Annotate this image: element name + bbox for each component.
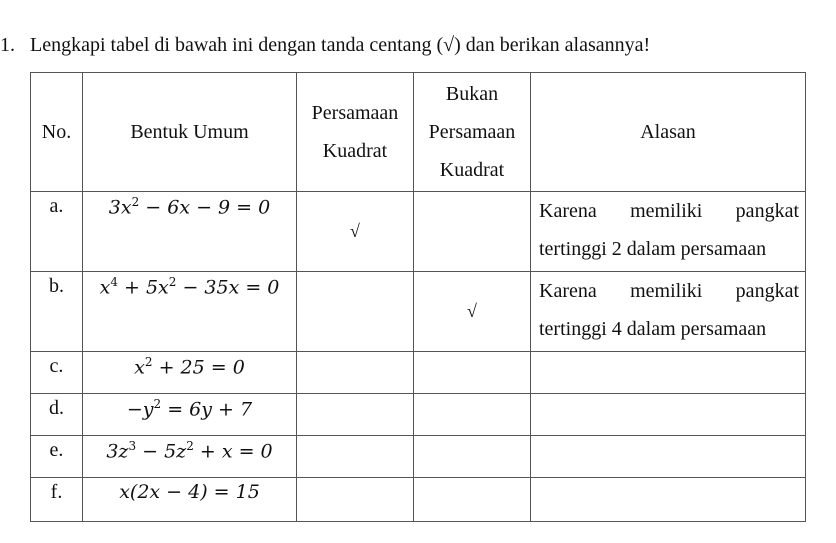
reason-cell: Karena memiliki pangkat tertinggi 2 dalam persamaan [531, 192, 806, 272]
equation-cell [83, 192, 297, 272]
row-number: d. [31, 394, 83, 436]
equation-exponent: 4 [110, 275, 118, 289]
checkmark-bukan-persamaan-kuadrat: √ [414, 272, 531, 352]
row-number: f. [31, 478, 83, 522]
instruction-number: 1. [0, 34, 15, 56]
answer-table [30, 72, 806, 522]
equation-term: x(2x − 4) = 15 [119, 481, 260, 503]
checkmark-persamaan-kuadrat [297, 352, 414, 394]
checkmark-persamaan-kuadrat [297, 436, 414, 478]
table-row [31, 352, 806, 394]
header-bpk-line: Bukan [445, 83, 499, 105]
equation-cell [83, 436, 297, 478]
header-bpk-line: Kuadrat [439, 159, 505, 181]
header-bentuk-umum: Bentuk Umum [83, 73, 297, 192]
equation-term: + 25 = 0 [152, 356, 245, 379]
reason-cell [531, 478, 806, 522]
equation-term: − 35x = 0 [176, 276, 280, 299]
equation-exponent: 3 [128, 439, 137, 453]
checkmark-bukan-persamaan-kuadrat [414, 352, 531, 394]
equation-term: = 6y + 7 [161, 398, 253, 421]
header-no: No. [31, 73, 83, 192]
equation-cell [83, 352, 297, 394]
equation-term: + 5x [117, 276, 169, 299]
header-pk-line: Persamaan [311, 102, 399, 124]
checkmark-bukan-persamaan-kuadrat [414, 478, 531, 522]
equation-exponent: 2 [131, 195, 140, 209]
table-row [31, 478, 806, 522]
table-row [31, 394, 806, 436]
header-bpk-line: Persamaan [428, 121, 516, 143]
row-number: e. [31, 436, 83, 478]
equation-term: x [99, 276, 111, 299]
instruction [0, 34, 650, 57]
reason-cell [531, 394, 806, 436]
header-pk-line: Kuadrat [322, 140, 388, 162]
table-row [31, 436, 806, 478]
reason-cell [531, 436, 806, 478]
checkmark-bukan-persamaan-kuadrat [414, 436, 531, 478]
equation-term: − 6x − 9 = 0 [139, 196, 271, 219]
equation-term: −y [126, 398, 154, 421]
header-alasan: Alasan [531, 73, 806, 192]
checkmark-bukan-persamaan-kuadrat [414, 192, 531, 272]
equation-exponent: 2 [168, 275, 177, 289]
checkmark-persamaan-kuadrat [297, 394, 414, 436]
table-row [31, 272, 806, 352]
equation-cell [83, 394, 297, 436]
equation-term: x [134, 356, 145, 379]
instruction-text: Lengkapi tabel di bawah ini dengan tanda centang (√) dan berikan alasannya! [30, 34, 651, 56]
equation-exponent: 2 [186, 439, 194, 453]
row-number: b. [31, 272, 83, 352]
equation-exponent: 2 [144, 355, 153, 369]
equation-term: 3x [108, 196, 132, 219]
equation-cell [83, 272, 297, 352]
table-row [31, 192, 806, 272]
row-number: a. [31, 192, 83, 272]
equation-term: + x = 0 [193, 440, 273, 463]
equation-exponent: 2 [153, 397, 162, 411]
reason-cell [531, 352, 806, 394]
equation-term: 3z [106, 440, 129, 463]
equation-cell [83, 478, 297, 522]
header-bukan-persamaan-kuadrat [414, 73, 531, 192]
reason-cell: Karena memiliki pangkat tertinggi 4 dalam persamaan [531, 272, 806, 352]
equation-term: − 5z [136, 440, 187, 463]
checkmark-bukan-persamaan-kuadrat [414, 394, 531, 436]
checkmark-persamaan-kuadrat [297, 478, 414, 522]
table-header-row [31, 73, 806, 192]
checkmark-persamaan-kuadrat [297, 272, 414, 352]
header-persamaan-kuadrat [297, 73, 414, 192]
checkmark-persamaan-kuadrat: √ [297, 192, 414, 272]
row-number: c. [31, 352, 83, 394]
